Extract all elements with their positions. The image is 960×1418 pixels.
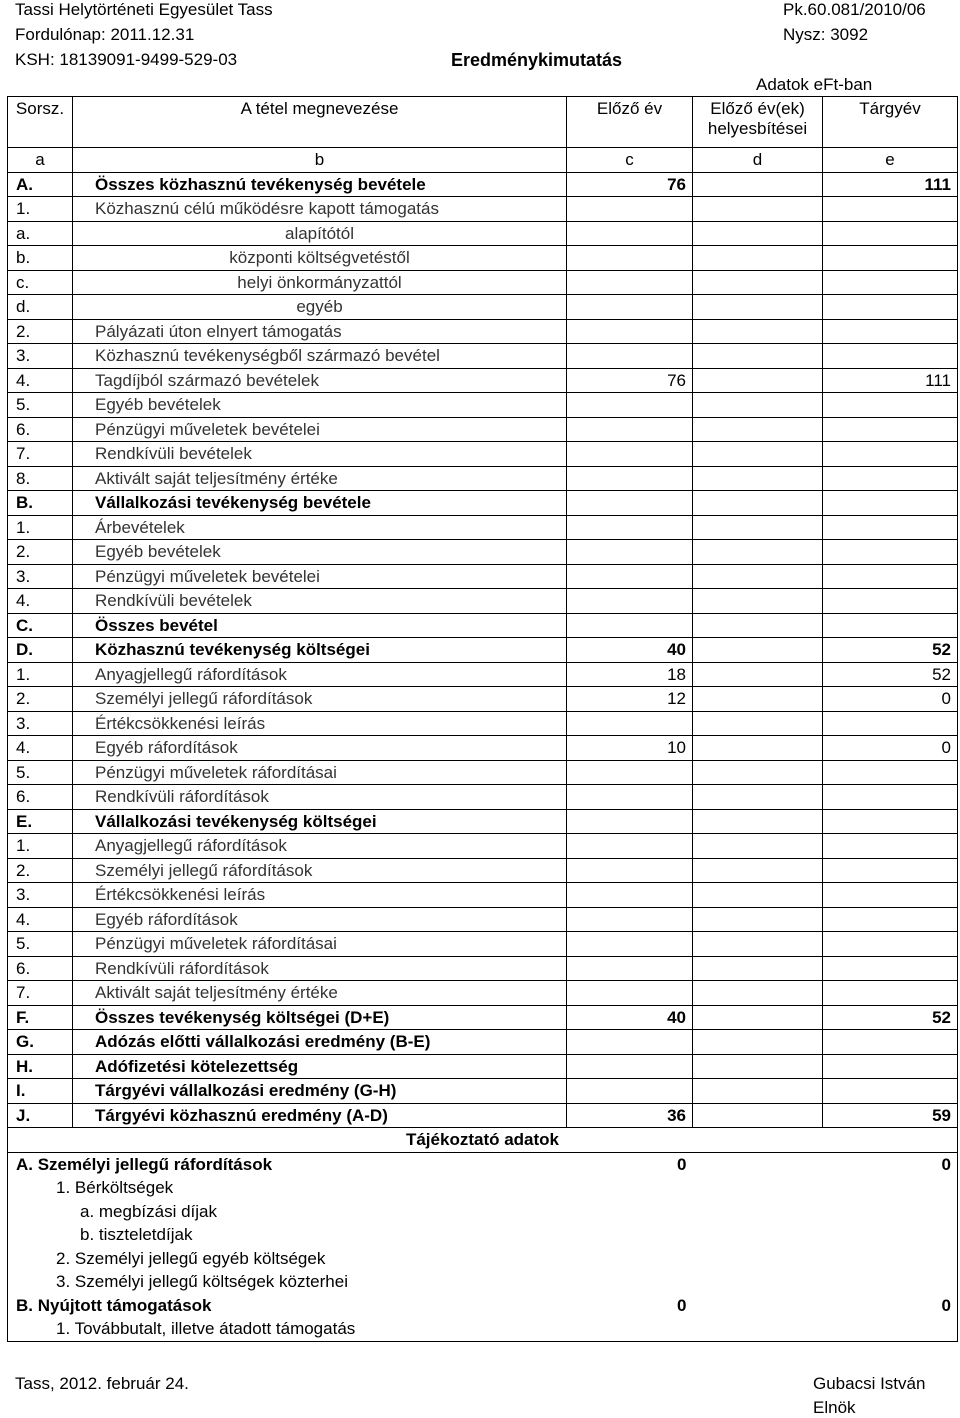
row-label: Aktivált saját teljesítmény értéke <box>73 981 567 1006</box>
row-current-value: 52 <box>823 662 958 687</box>
info-row-current-value: 0 <box>823 1152 958 1176</box>
row-current-value <box>823 417 958 442</box>
row-correction-value <box>693 981 823 1006</box>
info-row-label: b. tiszteletdíjak <box>8 1223 567 1247</box>
row-number: I. <box>8 1079 73 1104</box>
table-row <box>8 466 958 491</box>
info-row-prev-value <box>567 1270 693 1294</box>
row-current-value <box>823 785 958 810</box>
reference-number: Pk.60.081/2010/06 <box>783 0 926 19</box>
row-number: H. <box>8 1054 73 1079</box>
row-correction-value <box>693 393 823 418</box>
row-current-value <box>823 221 958 246</box>
table-row <box>8 834 958 859</box>
row-correction-value <box>693 932 823 957</box>
row-prev-value <box>567 344 693 369</box>
row-correction-value <box>693 711 823 736</box>
row-number: 5. <box>8 932 73 957</box>
info-row-prev-value <box>567 1223 693 1247</box>
row-prev-value <box>567 711 693 736</box>
row-correction-value <box>693 197 823 222</box>
row-prev-value <box>567 270 693 295</box>
row-number: 6. <box>8 785 73 810</box>
row-label: Egyéb bevételek <box>73 393 567 418</box>
row-prev-value <box>567 319 693 344</box>
row-prev-value <box>567 589 693 614</box>
row-number: 2. <box>8 540 73 565</box>
row-prev-value <box>567 295 693 320</box>
row-number: 6. <box>8 956 73 981</box>
info-row-blank <box>693 1294 823 1318</box>
table-row <box>8 687 958 712</box>
row-label: Összes tevékenység költségei (D+E) <box>73 1005 567 1030</box>
table-row <box>8 221 958 246</box>
row-correction-value <box>693 834 823 859</box>
row-label: Vállalkozási tevékenység költségei <box>73 809 567 834</box>
table-row <box>8 858 958 883</box>
table-row <box>8 760 958 785</box>
row-number: 4. <box>8 368 73 393</box>
row-prev-value: 36 <box>567 1103 693 1128</box>
row-current-value <box>823 295 958 320</box>
row-current-value <box>823 809 958 834</box>
info-row-current-value <box>823 1200 958 1224</box>
row-correction-value <box>693 613 823 638</box>
row-current-value <box>823 466 958 491</box>
row-current-value: 111 <box>823 368 958 393</box>
row-label: Vállalkozási tevékenység bevétele <box>73 491 567 516</box>
row-current-value <box>823 1054 958 1079</box>
info-row <box>8 1247 958 1271</box>
table-row <box>8 1030 958 1055</box>
table-row <box>8 785 958 810</box>
row-current-value <box>823 711 958 736</box>
row-label: Rendkívüli bevételek <box>73 589 567 614</box>
row-correction-value <box>693 1103 823 1128</box>
row-correction-value <box>693 589 823 614</box>
row-number: 7. <box>8 981 73 1006</box>
row-correction-value <box>693 638 823 663</box>
row-number: 3. <box>8 883 73 908</box>
row-prev-value <box>567 809 693 834</box>
row-number: 2. <box>8 319 73 344</box>
row-label: Egyéb bevételek <box>73 540 567 565</box>
row-number: 5. <box>8 393 73 418</box>
row-number: 4. <box>8 736 73 761</box>
row-prev-value <box>567 515 693 540</box>
row-correction-value <box>693 491 823 516</box>
row-correction-value <box>693 760 823 785</box>
row-number: 2. <box>8 687 73 712</box>
footer-signer-role: Elnök <box>813 1398 856 1417</box>
table-row <box>8 907 958 932</box>
col-header-sorsz: Sorsz. <box>8 97 73 148</box>
row-prev-value <box>567 466 693 491</box>
row-current-value: 52 <box>823 638 958 663</box>
row-current-value <box>823 319 958 344</box>
row-label: Árbevételek <box>73 515 567 540</box>
row-number: 7. <box>8 442 73 467</box>
row-correction-value <box>693 221 823 246</box>
table-row <box>8 319 958 344</box>
row-number: 1. <box>8 197 73 222</box>
row-label: Értékcsökkenési leírás <box>73 711 567 736</box>
table-row <box>8 172 958 197</box>
info-row-prev-value <box>567 1176 693 1200</box>
row-correction-value <box>693 736 823 761</box>
row-number: 8. <box>8 466 73 491</box>
row-label: Egyéb ráfordítások <box>73 736 567 761</box>
row-current-value <box>823 442 958 467</box>
row-number: 3. <box>8 564 73 589</box>
row-prev-value <box>567 834 693 859</box>
row-current-value: 59 <box>823 1103 958 1128</box>
row-correction-value <box>693 540 823 565</box>
row-current-value <box>823 491 958 516</box>
row-number: D. <box>8 638 73 663</box>
row-correction-value <box>693 809 823 834</box>
table-row <box>8 515 958 540</box>
row-number: F. <box>8 1005 73 1030</box>
info-row-current-value <box>823 1270 958 1294</box>
col-letter: a <box>8 148 73 173</box>
org-name: Tassi Helytörténeti Egyesület Tass <box>15 0 273 19</box>
table-row <box>8 344 958 369</box>
row-prev-value <box>567 932 693 957</box>
row-prev-value <box>567 221 693 246</box>
info-row <box>8 1200 958 1224</box>
table-row <box>8 956 958 981</box>
row-number: a. <box>8 221 73 246</box>
row-current-value <box>823 197 958 222</box>
row-label: Rendkívüli ráfordítások <box>73 956 567 981</box>
row-correction-value <box>693 319 823 344</box>
info-row-blank <box>693 1317 823 1341</box>
row-current-value <box>823 246 958 271</box>
col-letter: c <box>567 148 693 173</box>
row-correction-value <box>693 270 823 295</box>
table-row <box>8 540 958 565</box>
row-number: G. <box>8 1030 73 1055</box>
info-row-blank <box>693 1200 823 1224</box>
row-correction-value <box>693 246 823 271</box>
row-label: Rendkívüli bevételek <box>73 442 567 467</box>
info-row-prev-value <box>567 1247 693 1271</box>
row-label: alapítótól <box>73 221 567 246</box>
row-prev-value: 40 <box>567 638 693 663</box>
row-current-value <box>823 344 958 369</box>
row-correction-value <box>693 564 823 589</box>
row-correction-value <box>693 883 823 908</box>
info-row-blank <box>693 1270 823 1294</box>
row-correction-value <box>693 785 823 810</box>
row-prev-value <box>567 907 693 932</box>
table-row <box>8 1103 958 1128</box>
row-correction-value <box>693 1030 823 1055</box>
info-row-label: 3. Személyi jellegű költségek közterhei <box>8 1270 567 1294</box>
row-label: Személyi jellegű ráfordítások <box>73 687 567 712</box>
info-row-prev-value: 0 <box>677 1295 687 1315</box>
table-row <box>8 393 958 418</box>
row-prev-value <box>567 858 693 883</box>
info-row <box>8 1270 958 1294</box>
row-label: Személyi jellegű ráfordítások <box>73 858 567 883</box>
row-correction-value <box>693 368 823 393</box>
row-label: Összes bevétel <box>73 613 567 638</box>
info-row <box>8 1317 958 1341</box>
col-letter: d <box>693 148 823 173</box>
info-row-label: 2. Személyi jellegű egyéb költségek <box>8 1247 567 1271</box>
col-header-prev: Előző év <box>567 97 693 148</box>
table-row <box>8 809 958 834</box>
row-label: Tagdíjból származó bevételek <box>73 368 567 393</box>
row-prev-value: 18 <box>567 662 693 687</box>
row-current-value: 0 <box>823 736 958 761</box>
row-prev-value: 76 <box>567 368 693 393</box>
table-row <box>8 1079 958 1104</box>
row-label: Pénzügyi műveletek ráfordításai <box>73 932 567 957</box>
row-number: 2. <box>8 858 73 883</box>
row-current-value <box>823 834 958 859</box>
row-current-value <box>823 932 958 957</box>
row-current-value <box>823 1079 958 1104</box>
row-number: 1. <box>8 834 73 859</box>
row-number: C. <box>8 613 73 638</box>
row-correction-value <box>693 466 823 491</box>
row-current-value <box>823 564 958 589</box>
row-label: Összes közhasznú tevékenység bevétele <box>73 172 567 197</box>
row-number: 4. <box>8 589 73 614</box>
row-current-value: 0 <box>823 687 958 712</box>
table-row <box>8 711 958 736</box>
row-current-value: 111 <box>823 172 958 197</box>
row-label: Tárgyévi vállalkozási eredmény (G-H) <box>73 1079 567 1104</box>
col-letter: e <box>823 148 958 173</box>
table-row <box>8 417 958 442</box>
info-row-label: 1. Bérköltségek <box>8 1176 567 1200</box>
row-correction-value <box>693 1054 823 1079</box>
row-label: Pénzügyi műveletek bevételei <box>73 564 567 589</box>
table-row <box>8 883 958 908</box>
row-label: Adófizetési kötelezettség <box>73 1054 567 1079</box>
footer-place-date: Tass, 2012. február 24. <box>15 1374 189 1393</box>
footer-signer-name: Gubacsi István <box>813 1374 926 1393</box>
row-prev-value <box>567 197 693 222</box>
row-number: 6. <box>8 417 73 442</box>
table-row <box>8 270 958 295</box>
row-prev-value <box>567 883 693 908</box>
info-row-prev-value <box>567 1317 693 1341</box>
row-prev-value <box>567 540 693 565</box>
row-current-value <box>823 883 958 908</box>
info-row <box>8 1152 958 1176</box>
document-title: Eredménykimutatás <box>451 50 623 70</box>
row-current-value <box>823 956 958 981</box>
row-number: B. <box>8 491 73 516</box>
row-prev-value <box>567 760 693 785</box>
info-row <box>8 1223 958 1247</box>
row-current-value <box>823 270 958 295</box>
table-row <box>8 932 958 957</box>
info-section-title: Tájékoztató adatok <box>8 1128 958 1153</box>
info-section-row <box>8 1128 958 1153</box>
table-row <box>8 368 958 393</box>
row-correction-value <box>693 956 823 981</box>
row-correction-value <box>693 662 823 687</box>
row-number: A. <box>8 172 73 197</box>
table-row <box>8 736 958 761</box>
info-row-label: a. megbízási díjak <box>8 1200 567 1224</box>
row-prev-value: 10 <box>567 736 693 761</box>
row-prev-value <box>567 1030 693 1055</box>
row-correction-value <box>693 417 823 442</box>
column-header-row <box>8 97 958 148</box>
row-number: d. <box>8 295 73 320</box>
row-current-value <box>823 589 958 614</box>
row-label: Pénzügyi műveletek ráfordításai <box>73 760 567 785</box>
row-current-value <box>823 760 958 785</box>
row-correction-value <box>693 172 823 197</box>
col-header-curr: Tárgyév <box>823 97 958 148</box>
row-prev-value <box>567 564 693 589</box>
row-current-value <box>823 1030 958 1055</box>
row-label: Közhasznú célú működésre kapott támogatás <box>73 197 567 222</box>
table-row <box>8 246 958 271</box>
row-correction-value <box>693 344 823 369</box>
row-correction-value <box>693 295 823 320</box>
row-label: Pénzügyi műveletek bevételei <box>73 417 567 442</box>
col-header-corr: Előző év(ek) helyesbítései <box>693 97 823 148</box>
row-current-value: 52 <box>823 1005 958 1030</box>
info-row-blank <box>693 1152 823 1176</box>
row-current-value <box>823 515 958 540</box>
table-row <box>8 564 958 589</box>
row-prev-value: 12 <box>567 687 693 712</box>
row-number: 1. <box>8 515 73 540</box>
info-row <box>8 1294 958 1318</box>
table-row <box>8 491 958 516</box>
row-label: Közhasznú tevékenység költségei <box>73 638 567 663</box>
table-row <box>8 442 958 467</box>
row-current-value <box>823 540 958 565</box>
table-row <box>8 662 958 687</box>
row-label: Pályázati úton elnyert támogatás <box>73 319 567 344</box>
row-current-value <box>823 858 958 883</box>
row-prev-value <box>567 442 693 467</box>
subject-date: Fordulónap: 2011.12.31 <box>15 25 195 44</box>
info-row-current-value <box>823 1176 958 1200</box>
info-row-current-value <box>823 1317 958 1341</box>
row-current-value <box>823 613 958 638</box>
row-label: központi költségvetéstől <box>73 246 567 271</box>
info-row-current-value <box>823 1223 958 1247</box>
info-row <box>8 1176 958 1200</box>
row-correction-value <box>693 1079 823 1104</box>
row-prev-value <box>567 417 693 442</box>
row-label: Anyagjellegű ráfordítások <box>73 662 567 687</box>
col-header-name: A tétel megnevezése <box>73 97 567 148</box>
row-correction-value <box>693 515 823 540</box>
ksh-number: KSH: 18139091-9499-529-03 <box>15 50 238 69</box>
units-note: Adatok eFt-ban <box>756 75 873 94</box>
row-label: Egyéb ráfordítások <box>73 907 567 932</box>
registry-number: Nysz: 3092 <box>783 25 869 44</box>
table-row <box>8 638 958 663</box>
row-label: helyi önkormányzattól <box>73 270 567 295</box>
table-row <box>8 1054 958 1079</box>
table-row <box>8 613 958 638</box>
row-prev-value: 40 <box>567 1005 693 1030</box>
row-prev-value: 76 <box>567 172 693 197</box>
row-prev-value <box>567 956 693 981</box>
row-prev-value <box>567 1054 693 1079</box>
row-label: Tárgyévi közhasznú eredmény (A-D) <box>73 1103 567 1128</box>
row-prev-value <box>567 785 693 810</box>
row-prev-value <box>567 393 693 418</box>
row-prev-value <box>567 1079 693 1104</box>
row-number: E. <box>8 809 73 834</box>
row-correction-value <box>693 907 823 932</box>
row-label: egyéb <box>73 295 567 320</box>
row-prev-value <box>567 981 693 1006</box>
row-label: Rendkívüli ráfordítások <box>73 785 567 810</box>
info-row-label: 1. Továbbutalt, illetve átadott támogatás <box>8 1317 567 1341</box>
row-label: Anyagjellegű ráfordítások <box>73 834 567 859</box>
row-correction-value <box>693 442 823 467</box>
info-row-current-value <box>823 1247 958 1271</box>
row-correction-value <box>693 1005 823 1030</box>
row-number: 1. <box>8 662 73 687</box>
row-prev-value <box>567 613 693 638</box>
table-row <box>8 589 958 614</box>
info-row-blank <box>693 1223 823 1247</box>
row-current-value <box>823 981 958 1006</box>
row-prev-value <box>567 491 693 516</box>
row-current-value <box>823 393 958 418</box>
row-correction-value <box>693 858 823 883</box>
row-label: Adózás előtti vállalkozási eredmény (B-E) <box>73 1030 567 1055</box>
row-current-value <box>823 907 958 932</box>
row-number: c. <box>8 270 73 295</box>
info-row-blank <box>693 1247 823 1271</box>
row-correction-value <box>693 687 823 712</box>
table-row <box>8 981 958 1006</box>
table-row <box>8 295 958 320</box>
row-prev-value <box>567 246 693 271</box>
row-number: 5. <box>8 760 73 785</box>
info-row-prev-value: 0 <box>567 1152 693 1176</box>
info-row-blank <box>693 1176 823 1200</box>
row-number: 4. <box>8 907 73 932</box>
income-statement-table <box>7 96 958 1342</box>
info-row-label: B. Nyújtott támogatások <box>8 1294 567 1318</box>
table-row <box>8 1005 958 1030</box>
info-row-current-value: 0 <box>823 1294 958 1318</box>
info-row-label: A. Személyi jellegű ráfordítások <box>8 1152 567 1176</box>
info-row-prev-value <box>567 1200 693 1224</box>
row-number: J. <box>8 1103 73 1128</box>
row-number: b. <box>8 246 73 271</box>
row-number: 3. <box>8 711 73 736</box>
column-letter-row <box>8 148 958 173</box>
row-label: Aktivált saját teljesítmény értéke <box>73 466 567 491</box>
row-number: 3. <box>8 344 73 369</box>
col-letter: b <box>73 148 567 173</box>
row-label: Értékcsökkenési leírás <box>73 883 567 908</box>
table-row <box>8 197 958 222</box>
row-label: Közhasznú tevékenységből származó bevétel <box>73 344 567 369</box>
